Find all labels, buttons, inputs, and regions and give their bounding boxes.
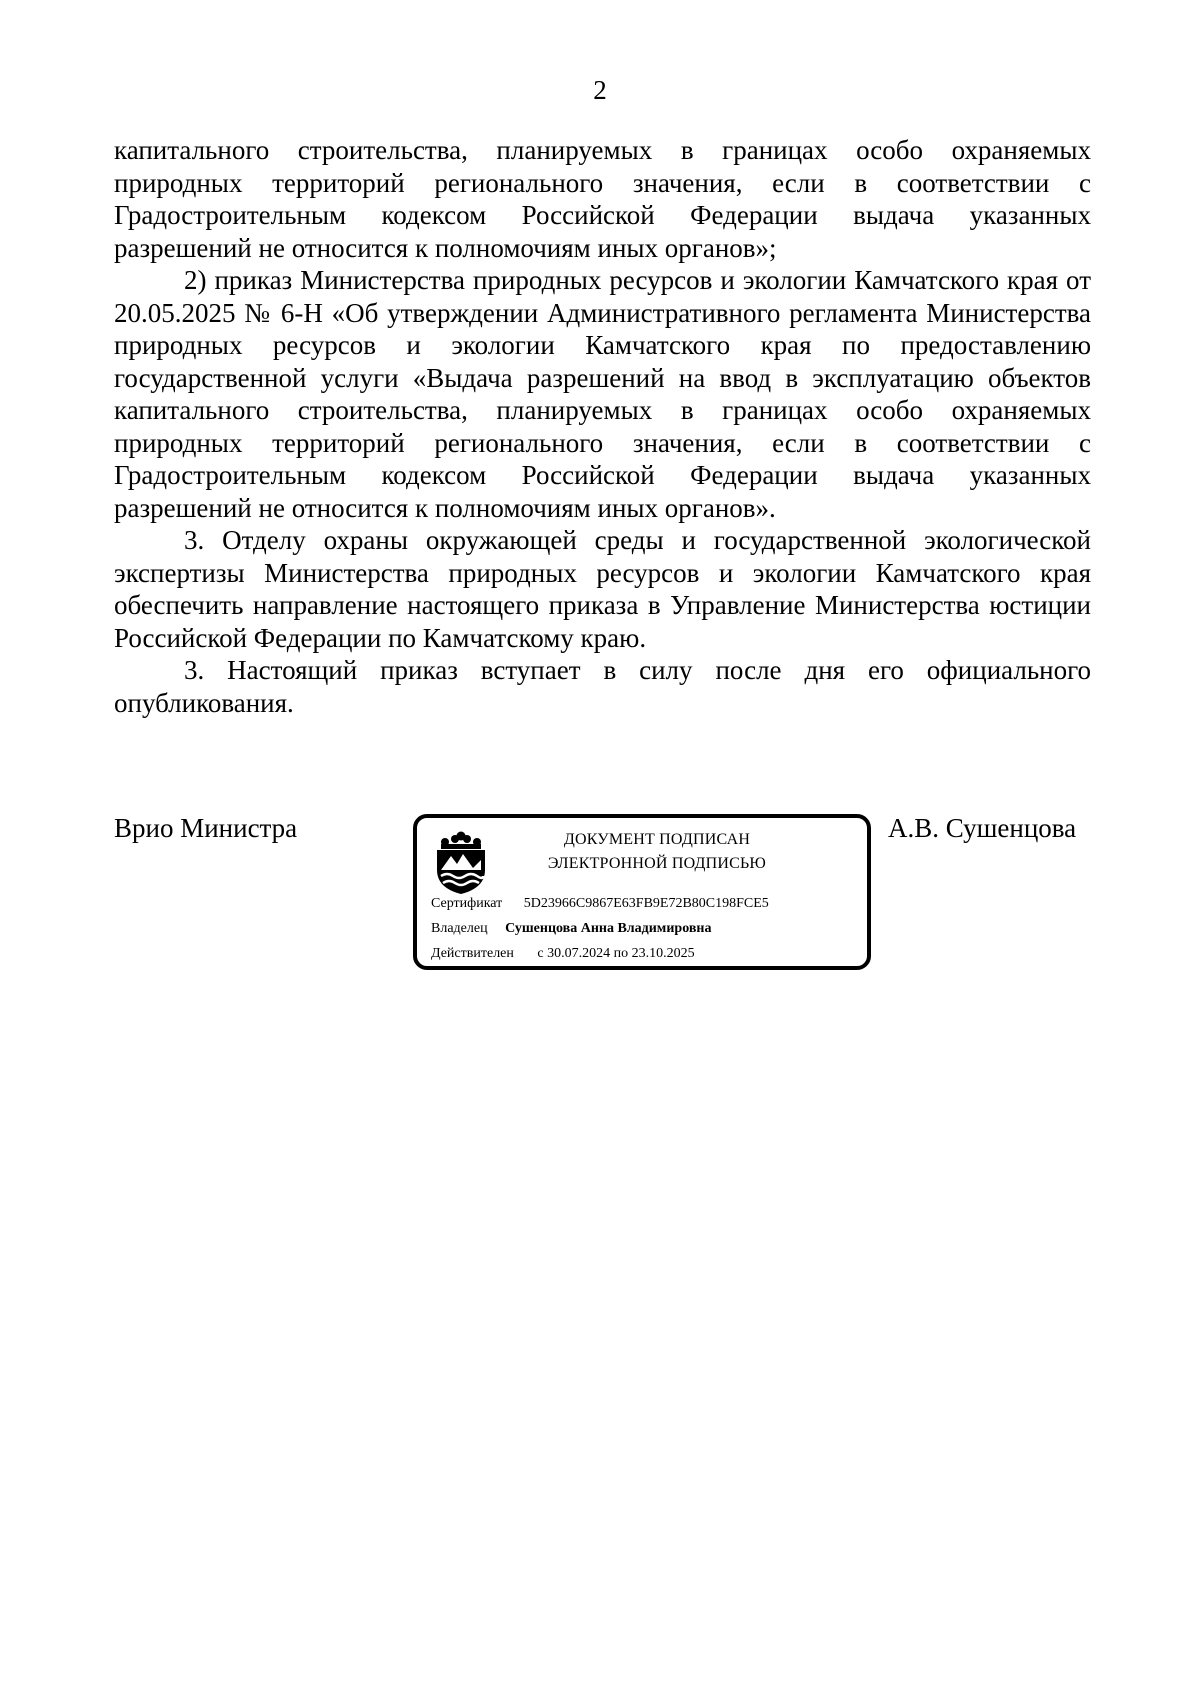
valid-label: Действителен xyxy=(431,946,514,961)
paragraph-continuation: капитального строительства, планируемых в границах особо охраняемых природных территорий регионального значения, если в соответствии с Градостроительным кодексом Российской Федерации выдача указанных разрешений не относится к полномочиям иных органов»; xyxy=(114,135,1091,263)
signatory-name: А.В. Сушенцова xyxy=(888,813,1077,843)
owner-value: Сушенцова Анна Владимировна xyxy=(505,921,712,936)
stamp-header-line-2: ЭЛЕКТРОННОЙ ПОДПИСЬЮ xyxy=(547,855,767,872)
valid-value: с 30.07.2024 по 23.10.2025 xyxy=(537,946,695,961)
stamp-header xyxy=(507,828,807,876)
certificate-label: Сертификат xyxy=(431,896,503,911)
certificate-value: 5D23966C9867E63FB9E72B80C198FCE5 xyxy=(523,896,769,911)
paragraph-item-2: 2) приказ Министерства природных ресурсов и экологии Камчатского края от 20.05.2025 № 6-Н «Об утверждении Административного регламента Министерства природных ресурсов и экологии Камчатского края по предоставлению государственной услуги «Выдача разрешений на ввод в эксплуатацию объектов капитального строительства, планируемых в границах особо охраняемых природных территорий регионального значения, если в соответствии с Градостроительным кодексом Российской Федерации выдача указанных разрешений не относится к полномочиям иных органов». xyxy=(114,265,1091,523)
document-body xyxy=(114,134,1091,719)
paragraph-item-3-effective: 3. Настоящий приказ вступает в силу после дня его официального опубликования. xyxy=(114,655,1091,718)
kamchatka-coat-of-arms-icon xyxy=(433,830,489,896)
stamp-validity-row xyxy=(431,944,695,964)
electronic-signature-stamp xyxy=(413,814,871,970)
stamp-header-line-1: ДОКУМЕНТ ПОДПИСАН xyxy=(563,831,751,848)
paragraph-item-3: 3. Отделу охраны окружающей среды и государственной экологической экспертизы Министерства природных ресурсов и экологии Камчатского края обеспечить направление настоящего приказа в Управление Министерства юстиции Российской Федерации по Камчатскому краю. xyxy=(114,525,1091,653)
owner-label: Владелец xyxy=(431,921,488,936)
stamp-certificate-row xyxy=(431,894,769,914)
signatory-title: Врио Министра xyxy=(114,813,298,843)
page-number: 2 xyxy=(593,75,607,105)
stamp-owner-row xyxy=(431,919,711,939)
